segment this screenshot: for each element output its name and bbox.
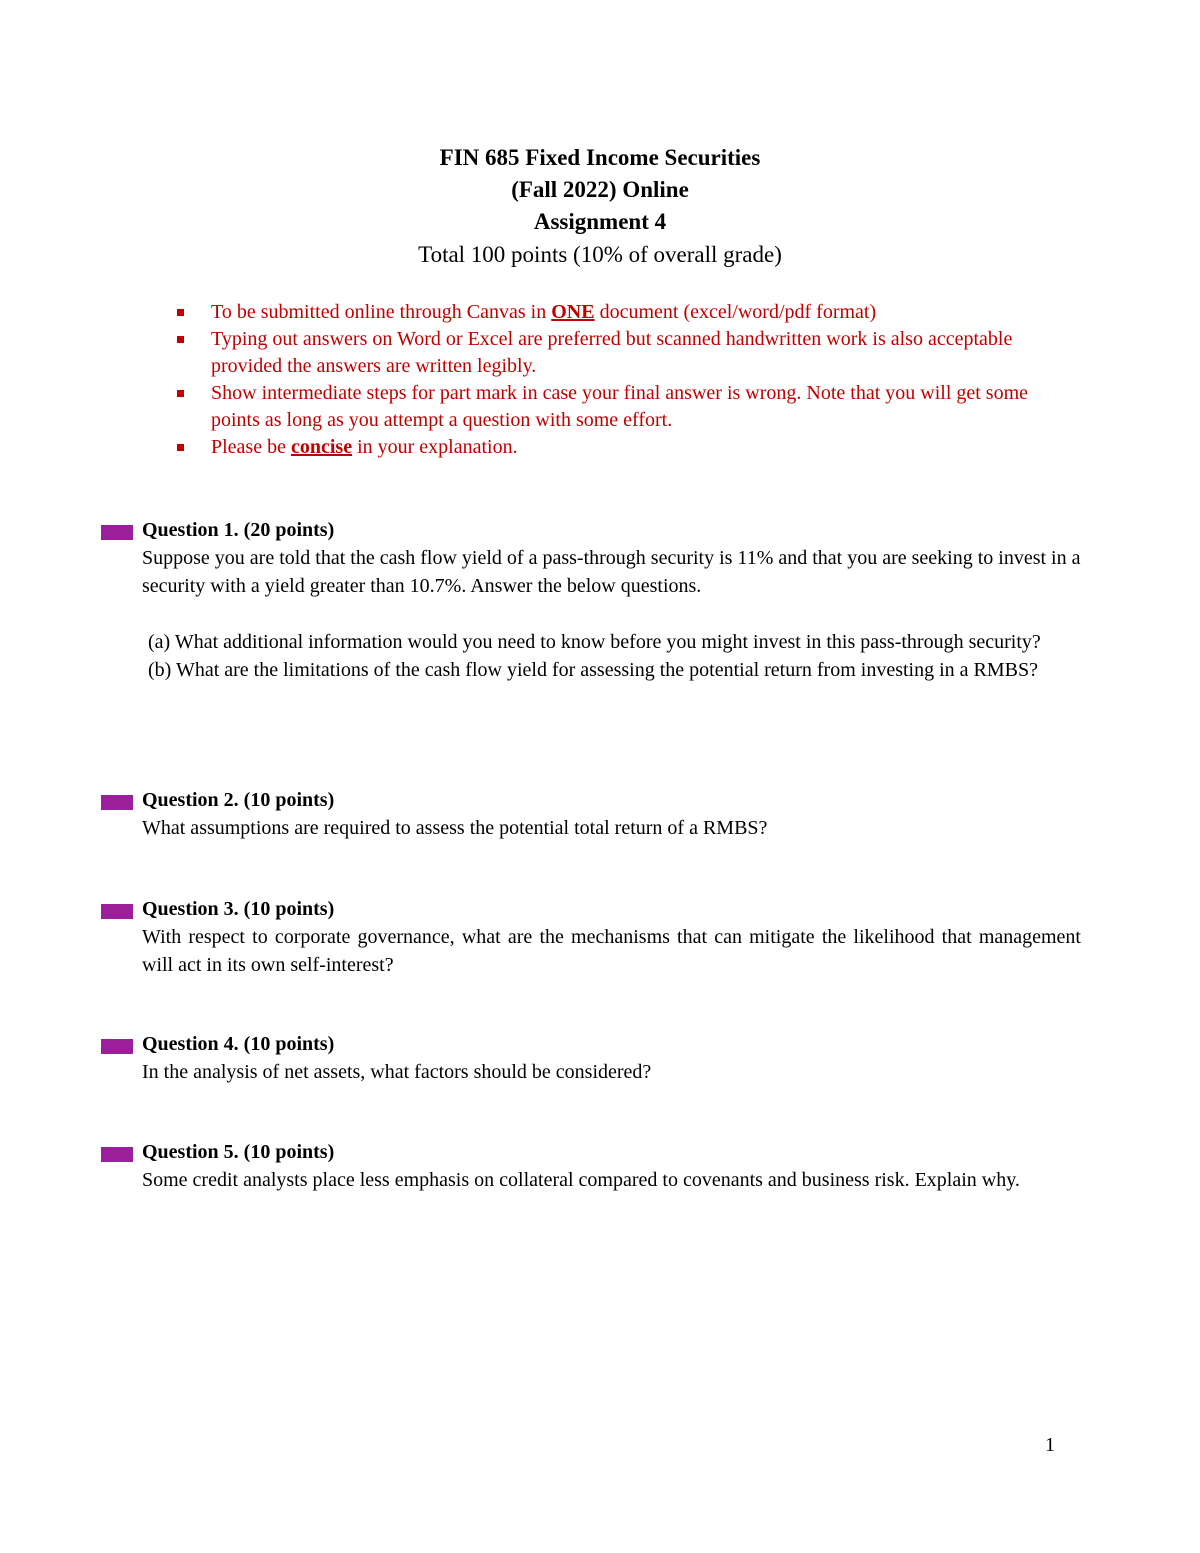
instruction-text: Typing out answers on Word or Excel are preferred but scanned handwritten work is also acceptable provided the answers are written legibly.	[211, 328, 1013, 377]
instruction-text: Please be	[211, 436, 291, 458]
page-number: 1	[1045, 1434, 1055, 1456]
square-bullet-icon	[177, 444, 184, 451]
question-heading	[101, 1139, 1081, 1166]
question-body	[142, 1166, 1081, 1194]
instructions-list	[176, 299, 1076, 461]
square-bullet-icon	[177, 309, 184, 316]
question-heading	[101, 896, 1081, 923]
question-marker-icon	[101, 1039, 133, 1054]
assignment-title: Assignment 4	[533, 209, 667, 234]
question-heading	[101, 1031, 1081, 1058]
instruction-item	[176, 380, 1076, 434]
question-marker-icon	[101, 525, 133, 540]
question-heading	[101, 517, 1081, 544]
question-text: With respect to corporate governance, what are the mechanisms that can mitigate the likelihood that management will act in its own self-interest?	[142, 926, 1081, 976]
question-text: In the analysis of net assets, what factors should be considered?	[142, 1061, 652, 1083]
question-1	[101, 517, 1081, 684]
instruction-text: document (excel/word/pdf format)	[594, 301, 877, 323]
square-bullet-icon	[177, 390, 184, 397]
instruction-text: Show intermediate steps for part mark in case your final answer is wrong. Note that you will get some points as long as you attempt a question with some effort.	[211, 382, 1029, 431]
total-points: Total 100 points (10% of overall grade)	[418, 242, 782, 267]
question-4	[101, 1031, 1081, 1086]
instruction-text: in your explanation.	[352, 436, 518, 458]
question-5	[101, 1139, 1081, 1194]
question-text: Suppose you are told that the cash flow yield of a pass-through security is 11% and that you are seeking to invest in a security with a yield greater than 10.7%. Answer the below questions.	[142, 547, 1081, 597]
question-title: Question 1. (20 points)	[142, 519, 335, 541]
question-title: Question 2. (10 points)	[142, 789, 335, 811]
question-text: What assumptions are required to assess the potential total return of a RMBS?	[142, 817, 768, 839]
question-marker-icon	[101, 795, 133, 810]
question-body	[142, 814, 1081, 842]
instruction-emphasis: concise	[290, 436, 353, 458]
question-3	[101, 896, 1081, 979]
question-body	[142, 1058, 1081, 1086]
square-bullet-icon	[177, 336, 184, 343]
question-body	[142, 923, 1081, 979]
term-title: (Fall 2022) Online	[511, 177, 689, 202]
question-marker-icon	[101, 904, 133, 919]
question-title: Question 5. (10 points)	[142, 1141, 335, 1163]
question-heading	[101, 787, 1081, 814]
question-2	[101, 787, 1081, 842]
instruction-item	[176, 326, 1076, 380]
question-subparts	[148, 628, 1081, 684]
question-part-b: (b) What are the limitations of the cash flow yield for assessing the potential return from investing in a RMBS?	[148, 659, 1038, 681]
question-part-a: (a) What additional information would you need to know before you might invest in this pass-through security?	[148, 631, 1041, 653]
question-title: Question 4. (10 points)	[142, 1033, 335, 1055]
instruction-text: To be submitted online through Canvas in	[211, 301, 552, 323]
instruction-item	[176, 299, 1076, 326]
document-header	[0, 142, 1200, 272]
instruction-item	[176, 434, 1076, 461]
question-marker-icon	[101, 1147, 133, 1162]
course-title: FIN 685 Fixed Income Securities	[439, 145, 761, 170]
question-title: Question 3. (10 points)	[142, 898, 335, 920]
instruction-emphasis: ONE	[551, 301, 595, 323]
question-text: Some credit analysts place less emphasis on collateral compared to covenants and business risk. Explain why.	[142, 1169, 1020, 1191]
question-body	[142, 544, 1081, 684]
